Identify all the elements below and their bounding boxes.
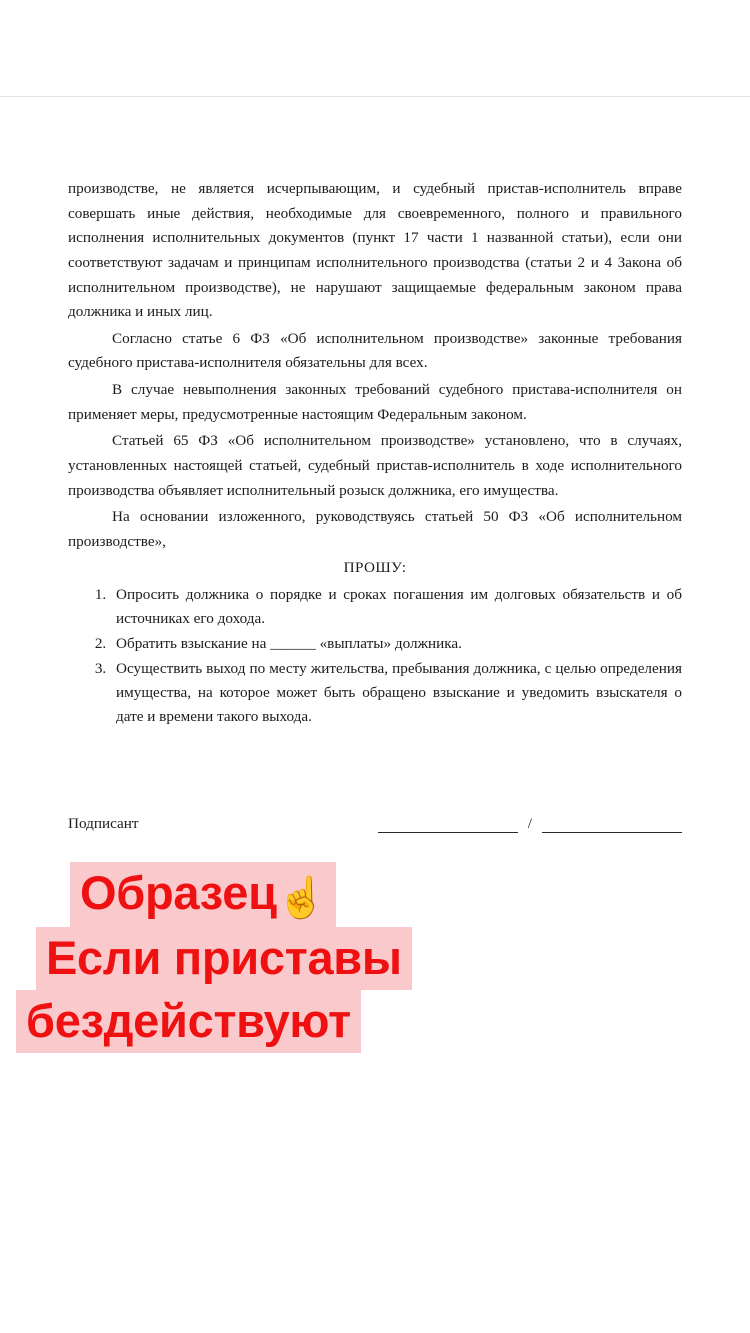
document-text-body [68, 177, 682, 730]
bottom-white-area [0, 1100, 750, 1333]
paragraph-basis: На основании изложенного, руководствуясь статьей 50 ФЗ «Об исполнительном производстве», [68, 508, 682, 550]
paragraph-article-65: Статьей 65 ФЗ «Об исполнительном производстве» установлено, что в случаях, установленных настоящей статьей, судебный пристав-исполнитель в ходе исполнительного производства объявляет исполнительный розыск должника, его имущества. [68, 432, 682, 499]
list-item: 1. Опросить должника о порядке и сроках погашения им долговых обязательств и об источниках его дохода. [110, 583, 682, 631]
list-item: 3. Осуществить выход по месту жительства, пребывания должника, с целью определения имущества, на которое может быть обращено взыскание и уведомить взыскателя о дате и времени такого выхода. [110, 657, 682, 729]
list-item: 2. Обратить взыскание на ______ «выплаты» должника. [110, 632, 682, 656]
overlay-line-1 [70, 862, 336, 927]
request-heading: ПРОШУ: [343, 559, 407, 577]
signature-row [68, 815, 682, 833]
overlay-caption [16, 862, 486, 1053]
signature-label: Подписант [68, 815, 139, 832]
paragraph-article-6: Согласно статье 6 ФЗ «Об исполнительном производстве» законные требования судебного пристава-исполнителя обязательны для всех. [68, 329, 682, 372]
paragraph-noncompliance: В случае невыполнения законных требований судебного пристава-исполнителя он применяет меры, предусмотренные настоящим Федеральным законом. [68, 381, 682, 423]
paragraph-continuation: производстве, не является исчерпывающим, и судебный пристав-исполнитель вправе совершать иные действия, необходимые для своевременного, полного и правильного исполнения исполнительных документов (пункт 17 части 1 названной статьи), если они соответствуют задачам и принципам исполнительного производства (статьи 2 и 4 Закона об исполнительном производстве), не нарушают защищаемые федеральным законом права должника и иных лиц. [68, 180, 682, 321]
signature-line-name [378, 818, 518, 833]
signature-fields [378, 815, 682, 833]
overlay-line-1-text: Образец [80, 866, 277, 919]
signature-line-decoding [542, 818, 682, 833]
signature-separator: / [527, 815, 532, 832]
overlay-line-2: Если приставы [36, 927, 412, 990]
request-list [68, 583, 682, 729]
top-white-band [0, 0, 750, 97]
pointing-up-icon: ☝️ [276, 876, 327, 920]
overlay-line-3: бездействуют [16, 990, 361, 1053]
